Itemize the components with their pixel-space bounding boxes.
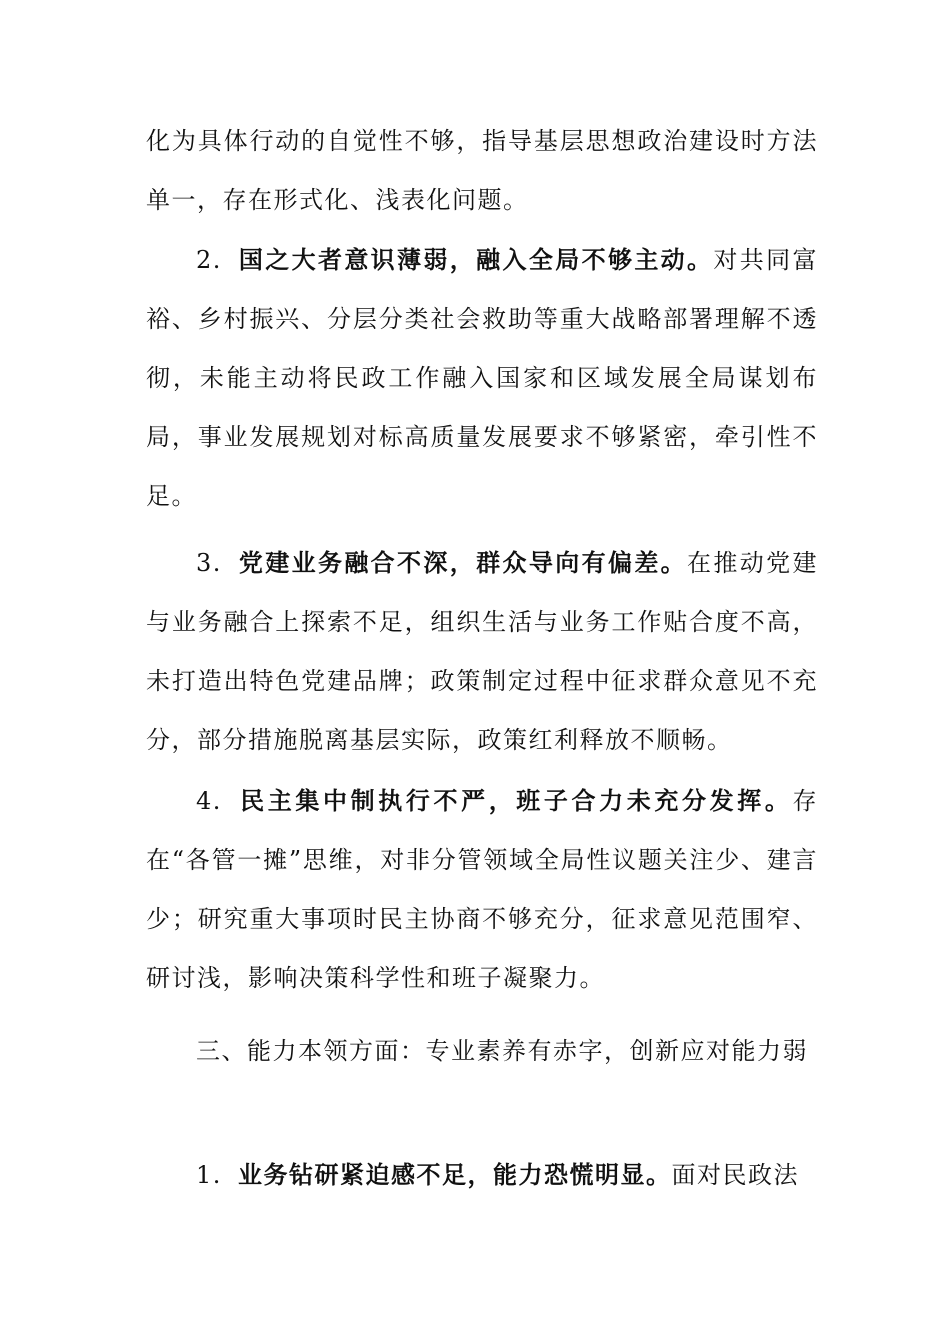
paragraph-item-4 bbox=[146, 771, 818, 1008]
paragraph-body: 对共同富裕、乡村振兴、分层分类社会救助等重大战略部署理解不透彻，未能主动将民政工作融入国家和区域发展全局谋划布局，事业发展规划对标高质量发展要求不够紧密，牵引性不足。 bbox=[146, 246, 819, 510]
section-heading bbox=[146, 1009, 818, 1093]
item-number: 3. bbox=[196, 549, 222, 577]
item-heading: 党建业务融合不深，群众导向有偏差。 bbox=[238, 548, 688, 577]
item-number: 2. bbox=[196, 246, 222, 274]
item-number: 1. bbox=[196, 1161, 222, 1189]
item-heading: 业务钻研紧迫感不足，能力恐慌明显。 bbox=[238, 1160, 672, 1189]
paragraph-item-3 bbox=[146, 533, 818, 770]
paragraph-body: 存在“各管一摊”思维，对非分管领域全局性议题关注少、建言少；研究重大事项时民主协商不够充分，征求意见范围窄、研讨浅，影响决策科学性和班子凝聚力。 bbox=[146, 787, 818, 992]
paragraph-body: 在推动党建与业务融合上探索不足，组织生活与业务工作贴合度不高，未打造出特色党建品牌；政策制定过程中征求群众意见不充分，部分措施脱离基层实际，政策红利释放不顺畅。 bbox=[146, 549, 819, 754]
item-heading: 民主集中制执行不严，班子合力未充分发挥。 bbox=[238, 786, 793, 815]
paragraph-item-2 bbox=[146, 230, 818, 526]
section-heading-text: 三、能力本领方面：专业素养有赤字，创新应对能力弱 bbox=[196, 1037, 808, 1065]
item-heading: 国之大者意识薄弱，融入全局不够主动。 bbox=[238, 245, 714, 274]
paragraph-body: 面对民政法 bbox=[671, 1161, 799, 1189]
item-number: 4. bbox=[196, 787, 222, 815]
paragraph-body: 化为具体行动的自觉性不够，指导基层思想政治建设时方法单一，存在形式化、浅表化问题。 bbox=[146, 127, 818, 214]
paragraph-continuation bbox=[146, 112, 818, 230]
paragraph-item-1 bbox=[146, 1145, 818, 1205]
